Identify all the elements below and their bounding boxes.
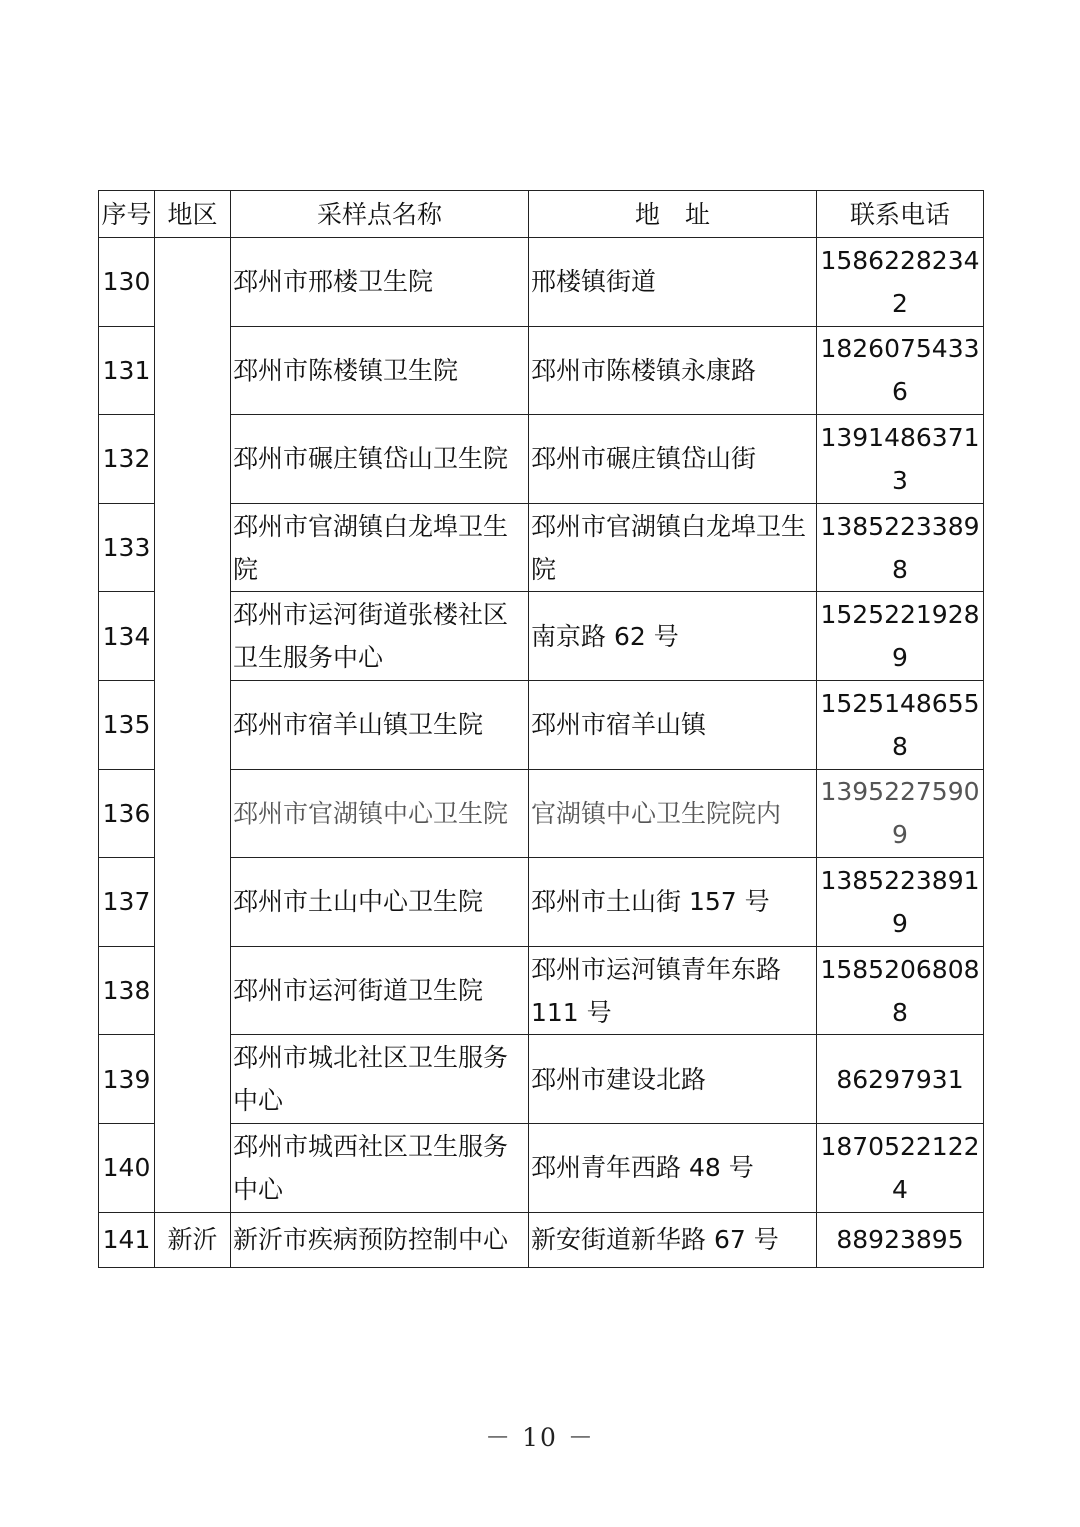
table-row	[99, 326, 984, 415]
table-row	[99, 238, 984, 327]
site-phone: 15852068088	[817, 946, 984, 1035]
site-name: 邳州市城西社区卫生服务中心	[231, 1123, 529, 1212]
row-number: 137	[99, 858, 155, 947]
table-row	[99, 415, 984, 504]
site-address: 邳州市官湖镇白龙埠卫生院	[529, 503, 817, 592]
row-number: 139	[99, 1035, 155, 1124]
site-address: 官湖镇中心卫生院院内	[529, 769, 817, 858]
site-name: 邳州市邢楼卫生院	[231, 238, 529, 327]
row-number: 133	[99, 503, 155, 592]
row-number: 130	[99, 238, 155, 327]
header-address: 地 址	[529, 191, 817, 238]
region-cell	[155, 238, 231, 1213]
site-address: 南京路 62 号	[529, 592, 817, 681]
row-number: 131	[99, 326, 155, 415]
table-row	[99, 1123, 984, 1212]
page-number: － 10 －	[485, 1423, 595, 1452]
site-address: 邳州市陈楼镇永康路	[529, 326, 817, 415]
site-phone: 13914863713	[817, 415, 984, 504]
table-row	[99, 1035, 984, 1124]
header-region: 地区	[155, 191, 231, 238]
table-row	[99, 769, 984, 858]
site-name: 新沂市疾病预防控制中心	[231, 1212, 529, 1267]
site-phone: 15862282342	[817, 238, 984, 327]
site-address: 邳州市宿羊山镇	[529, 680, 817, 769]
site-name: 邳州市土山中心卫生院	[231, 858, 529, 947]
header-no: 序号	[99, 191, 155, 238]
row-number: 134	[99, 592, 155, 681]
site-phone: 86297931	[817, 1035, 984, 1124]
sampling-sites-table	[98, 190, 984, 1268]
header-name: 采样点名称	[231, 191, 529, 238]
site-name: 邳州市官湖镇白龙埠卫生院	[231, 503, 529, 592]
row-number: 135	[99, 680, 155, 769]
table-row	[99, 680, 984, 769]
table-row	[99, 503, 984, 592]
row-number: 140	[99, 1123, 155, 1212]
site-phone: 18260754336	[817, 326, 984, 415]
region-cell: 新沂	[155, 1212, 231, 1267]
site-name: 邳州市陈楼镇卫生院	[231, 326, 529, 415]
site-name: 邳州市官湖镇中心卫生院	[231, 769, 529, 858]
site-address: 新安街道新华路 67 号	[529, 1212, 817, 1267]
site-address: 邳州市土山街 157 号	[529, 858, 817, 947]
site-phone: 13852238919	[817, 858, 984, 947]
site-name: 邳州市宿羊山镇卫生院	[231, 680, 529, 769]
site-name: 邳州市运河街道卫生院	[231, 946, 529, 1035]
table-row	[99, 592, 984, 681]
site-name: 邳州市运河街道张楼社区卫生服务中心	[231, 592, 529, 681]
table-row	[99, 1212, 984, 1267]
site-name: 邳州市碾庄镇岱山卫生院	[231, 415, 529, 504]
table-row	[99, 858, 984, 947]
table-header-row	[99, 191, 984, 238]
site-phone: 15252219289	[817, 592, 984, 681]
row-number: 132	[99, 415, 155, 504]
site-address: 邳州市运河镇青年东路 111 号	[529, 946, 817, 1035]
row-number: 136	[99, 769, 155, 858]
row-number: 138	[99, 946, 155, 1035]
site-phone: 15251486558	[817, 680, 984, 769]
row-number: 141	[99, 1212, 155, 1267]
site-address: 邳州青年西路 48 号	[529, 1123, 817, 1212]
site-address: 邢楼镇街道	[529, 238, 817, 327]
site-address: 邳州市碾庄镇岱山街	[529, 415, 817, 504]
site-phone: 18705221224	[817, 1123, 984, 1212]
table-row	[99, 946, 984, 1035]
header-phone: 联系电话	[817, 191, 984, 238]
site-address: 邳州市建设北路	[529, 1035, 817, 1124]
site-phone: 88923895	[817, 1212, 984, 1267]
site-phone: 13852233898	[817, 503, 984, 592]
site-name: 邳州市城北社区卫生服务中心	[231, 1035, 529, 1124]
site-phone: 13952275909	[817, 769, 984, 858]
